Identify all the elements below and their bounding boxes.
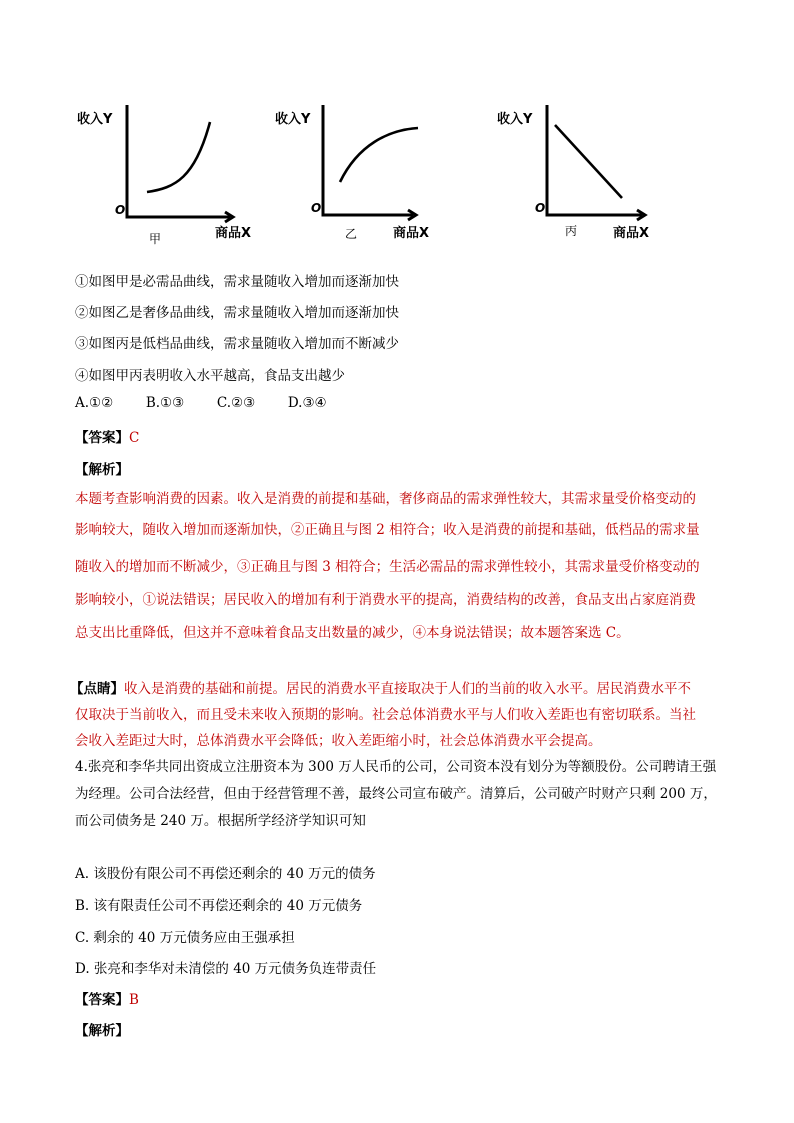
x-axis-label: 商品X [613,226,650,241]
stem-line: 4.张亮和李华共同出资成立注册资本为 300 万人民币的公司，公司资本没有划分为等额股份。公司聘请王强 [75,759,717,775]
q4-option-d: D. 张亮和李华对未清偿的 40 万元债务负连带责任 [75,961,377,977]
analysis-line: 随收入的增加而不断减少，③正确且与图 3 相符合；生活必需品的需求弹性较小，其需求量受价格变动的 [75,559,700,575]
q4-option-c: C. 剩余的 40 万元债务应由王强承担 [75,930,295,946]
figure-yi [273,100,453,245]
q4-analysis-label: 【解析】 [75,1023,129,1039]
y-axis-label: 收入Y [275,112,311,127]
figure-caption: 甲 [149,232,162,246]
q3-answer [75,426,139,446]
figure-caption: 乙 [345,227,358,241]
analysis-line: 影响较小，①说法错误；居民收入的增加有利于消费水平的提高，消费结构的改善，食品支出占家庭消费 [75,592,696,608]
figure-bing [495,100,675,245]
curve-jia [147,122,210,192]
statement-4: ④如图甲丙表明收入水平越高，食品支出越少 [75,368,345,384]
q4-option-a: A. 该股份有限公司不再偿还剩余的 40 万元的债务 [75,866,376,882]
analysis-line: 总支出比重降低，但这并不意味着食品支出数量的减少，④本身说法错误；故本题答案选 C。 [75,625,630,641]
answer-value: C [129,430,140,446]
y-axis-label: 收入Y [77,112,113,127]
curve-yi [340,128,418,182]
q4-option-b: B. 该有限责任公司不再偿还剩余的 40 万元债务 [75,898,363,914]
figure-jia [75,100,255,245]
x-axis-label: 商品X [393,226,430,241]
q4-answer [75,988,139,1008]
statement-1: ①如图甲是必需品曲线，需求量随收入增加而逐渐加快 [75,274,399,290]
analysis-line: 本题考查影响消费的因素。收入是消费的前提和基础，奢侈商品的需求弹性较大，其需求量受价格变动的 [75,491,696,507]
statement-3: ③如图丙是低档品曲线，需求量随收入增加而不断减少 [75,336,399,352]
analysis-line: 影响较大，随收入增加而逐渐加快，②正确且与图 2 相符合；收入是消费的前提和基础，低档品的需求量 [75,522,700,538]
x-axis-label: 商品X [215,226,252,241]
option-b: B.①③ [145,395,185,411]
option-a: A.①② [75,395,114,411]
origin-label: O [311,201,322,215]
tip-line: 仅取决于当前收入，而且受未来收入预期的影响。社会总体消费水平与人们收入差距也有密切联系。当社 [75,707,696,723]
answer-label: 【答案】 [75,992,129,1008]
q4-stem [75,755,735,836]
q3-analysis-label: 【解析】 [75,462,129,478]
tip-line: 收入是消费的基础和前提。居民的消费水平直接取决于人们的当前的收入水平。居民消费水平不 [124,681,691,697]
q3-options [75,395,327,411]
q3-analysis [75,487,735,652]
option-d: D.③④ [287,395,327,411]
answer-label: 【答案】 [75,430,129,446]
tip-line: 会收入差距过大时，总体消费水平会降低；收入差距缩小时，社会总体消费水平会提高。 [75,733,602,749]
figure-caption: 丙 [565,224,578,238]
statement-2: ②如图乙是奢侈品曲线，需求量随收入增加而逐渐加快 [75,305,399,321]
y-axis-label: 收入Y [497,112,533,127]
q3-tip [70,677,730,755]
origin-label: O [535,201,546,215]
answer-value: B [129,992,139,1008]
option-c: C.②③ [216,395,256,411]
origin-label: O [115,203,126,217]
stem-line: 而公司债务是 240 万。根据所学经济学知识可知 [75,813,366,829]
curve-bing [555,125,622,198]
stem-line: 为经理。公司合法经营，但由于经营管理不善，最终公司宣布破产。清算后，公司破产时财产只剩 200 万， [75,786,717,802]
tip-label: 【点睛】 [70,681,124,697]
